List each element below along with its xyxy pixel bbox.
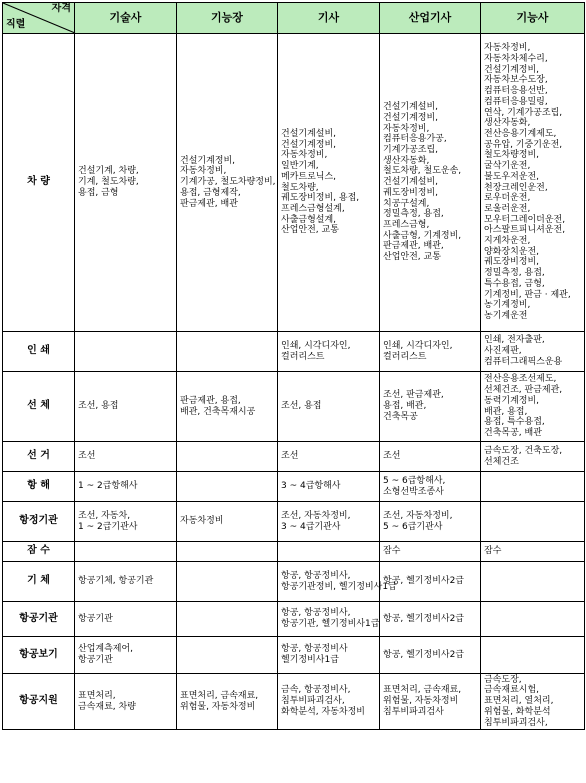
row-header-dock: 선 거: [3, 442, 75, 472]
cell-text-line: 조선: [383, 451, 401, 462]
cell-text-line: 항공기관: [78, 613, 113, 624]
cell-airframe-engineer: [278, 562, 397, 602]
qualification-table: [2, 2, 585, 730]
cell-vessel-engine-master-craftsman: [177, 502, 278, 542]
cell-text-line: 5 ~ 6급기관사: [383, 521, 443, 532]
cell-text-line: 침투비파괴검사,: [281, 696, 345, 707]
cell-text-line: 소형선박조종사: [383, 486, 444, 497]
table-row-avionics: [3, 637, 585, 674]
cell-aviation-support-craftsman: [481, 674, 585, 730]
cell-diving-industrial-engineer: [380, 542, 481, 562]
cell-text-line: 3 ~ 4급항해사: [281, 481, 341, 492]
cell-text-line: 컬러리스트: [383, 351, 427, 362]
cell-text-line: 조선, 판금제관,: [383, 390, 444, 401]
row-header-hull: 선 체: [3, 372, 75, 442]
cell-diving-master-craftsman: [177, 542, 278, 562]
cell-text-line: 금속재료시험,: [484, 685, 540, 696]
cell-navigation-professional-engineer: [75, 472, 177, 502]
table-body: [3, 34, 585, 730]
cell-text-line: 자동차정비,: [484, 43, 531, 54]
cell-text-line: 1 ~ 2급항해사: [78, 481, 138, 492]
cell-text-line: 항공기체, 항공기관: [78, 576, 154, 587]
cell-vehicle-industrial-engineer: [380, 34, 481, 332]
cell-text-line: 용접, 배관,: [383, 401, 427, 412]
table-row-hull: [3, 372, 585, 442]
cell-text-line: 공유압, 기중기운전,: [484, 139, 563, 150]
table-row-aircraft-engine: [3, 602, 585, 637]
cell-text-line: 산업안전, 교통: [383, 252, 441, 263]
cell-text-line: 기계정비, 판금 · 제관,: [484, 289, 571, 300]
row-header-vehicle: 차 량: [3, 34, 75, 332]
cell-text-line: 용접, 금형제작,: [180, 187, 241, 198]
cell-text-line: 일반기계,: [281, 161, 319, 172]
cell-text-line: 조선: [281, 451, 299, 462]
cell-airframe-master-craftsman: [177, 562, 278, 602]
cell-vehicle-craftsman: [481, 34, 585, 332]
cell-text-line: 건설기계설비,: [383, 177, 439, 188]
cell-text-line: 모우터그레이더운전,: [484, 214, 566, 225]
corner-header-cell: [3, 3, 75, 34]
column-header-engineer: 기사: [278, 3, 380, 34]
column-header-craftsman: 기능사: [481, 3, 585, 34]
cell-text-line: 조선, 용접: [78, 401, 119, 412]
cell-text-line: 위험물, 자동차정비: [383, 696, 459, 707]
cell-aircraft-engine-craftsman: [481, 602, 585, 637]
cell-text-line: 잠수: [484, 546, 502, 557]
cell-text-line: 건설기계정비,: [180, 155, 236, 166]
cell-text-line: 컴퓨터그래픽스운용: [484, 356, 563, 367]
column-header-professional-engineer: 기술사: [75, 3, 177, 34]
cell-text-line: 표면처리, 열처리,: [484, 696, 554, 707]
cell-aircraft-engine-professional-engineer: [75, 602, 177, 637]
cell-text-line: 항공, 헬기정비사2급: [383, 613, 465, 624]
cell-text-line: 판금제관, 배관,: [383, 241, 444, 252]
row-header-diving: 잠 수: [3, 542, 75, 562]
cell-aviation-support-engineer: [278, 674, 380, 730]
cell-vehicle-engineer: [278, 34, 380, 332]
cell-diving-craftsman: [481, 542, 585, 562]
cell-text-line: 인쇄, 전자출판,: [484, 335, 545, 346]
row-header-aviation-support: 항공지원: [3, 674, 75, 730]
cell-hull-industrial-engineer: [380, 372, 481, 442]
cell-text-line: 궤도장비정비, 용접,: [281, 193, 360, 204]
cell-navigation-craftsman: [481, 472, 585, 502]
row-header-navigation: 항 해: [3, 472, 75, 502]
cell-text-line: 불도우저운전,: [484, 171, 540, 182]
cell-navigation-engineer: [278, 472, 380, 502]
cell-text-line: 금속도장,: [484, 674, 522, 685]
cell-text-line: 사출금형, 기계정비,: [383, 230, 462, 241]
cell-airframe-professional-engineer: [75, 562, 177, 602]
cell-text-line: 항공, 항공정비사,: [281, 608, 351, 619]
cell-text-line: 헬기정비사1급: [281, 655, 339, 665]
cell-text-line: 인쇄, 시각디자인,: [281, 340, 351, 351]
cell-text-line: 용접, 특수용접,: [484, 417, 545, 428]
cell-text-line: 연삭, 기계가공조립,: [484, 107, 563, 118]
cell-text-line: 화학분석, 자동차정비: [281, 706, 365, 717]
cell-text-line: 컴퓨터응용밀링,: [484, 96, 548, 107]
cell-text-line: 양화장치운전,: [484, 246, 540, 257]
corner-label-series: 직렬: [6, 19, 26, 31]
cell-text-line: 기계, 철도차량,: [78, 177, 139, 188]
cell-text-line: 치공구설계,: [383, 198, 430, 209]
cell-dock-engineer: [278, 442, 380, 472]
cell-hull-master-craftsman: [177, 372, 278, 442]
cell-aviation-support-master-craftsman: [177, 674, 278, 730]
cell-text-line: 전산응용기계제도,: [484, 128, 557, 139]
cell-text-line: 위험물, 화학분석: [484, 706, 551, 717]
cell-text-line: 항공, 항공정비사: [281, 644, 348, 655]
cell-text-line: 위험물, 자동차정비: [180, 701, 256, 712]
cell-text-line: 메카트로닉스,: [281, 171, 337, 182]
column-header-industrial-engineer: 산업기사: [380, 3, 481, 34]
cell-text-line: 선체건조: [484, 456, 519, 467]
cell-text-line: 굴삭기운전,: [484, 161, 531, 172]
cell-avionics-craftsman: [481, 637, 585, 674]
cell-text-line: 용접, 금형: [78, 187, 119, 198]
cell-text-line: 자동차차체수리,: [484, 54, 548, 65]
cell-hull-craftsman: [481, 372, 585, 442]
cell-printing-professional-engineer: [75, 332, 177, 372]
cell-text-line: 농기계운전: [484, 310, 528, 321]
cell-dock-professional-engineer: [75, 442, 177, 472]
cell-aircraft-engine-industrial-engineer: [380, 602, 481, 637]
cell-text-line: 건설기계정비,: [383, 112, 439, 123]
header-row: [3, 3, 585, 34]
cell-avionics-industrial-engineer: [380, 637, 481, 674]
cell-text-line: 항공, 항공정비사,: [281, 570, 351, 581]
cell-text-line: 천장크레인운전,: [484, 182, 548, 193]
cell-navigation-master-craftsman: [177, 472, 278, 502]
cell-text-line: 표면처리, 금속재료,: [180, 690, 259, 701]
cell-text-line: 항공, 헬기정비사2급: [383, 576, 465, 587]
cell-text-line: 지게차운전,: [484, 236, 531, 247]
cell-airframe-craftsman: [481, 562, 585, 602]
cell-text-line: 생산자동화,: [383, 155, 430, 166]
cell-text-line: 5 ~ 6급항해사,: [383, 475, 446, 486]
cell-text-line: 금속도장, 건축도장,: [484, 445, 563, 456]
cell-text-line: 자동차정비: [180, 516, 224, 527]
cell-navigation-industrial-engineer: [380, 472, 481, 502]
cell-avionics-master-craftsman: [177, 637, 278, 674]
cell-vessel-engine-industrial-engineer: [380, 502, 481, 542]
cell-text-line: 프레스금형설계,: [281, 203, 345, 214]
cell-text-line: 철도차량, 철도운송,: [383, 166, 462, 177]
cell-text-line: 건설기계설비,: [383, 102, 439, 113]
cell-vehicle-master-craftsman: [177, 34, 278, 332]
cell-text-line: 판금제관, 용접,: [180, 395, 241, 406]
cell-dock-industrial-engineer: [380, 442, 481, 472]
table-row-printing: [3, 332, 585, 372]
cell-avionics-professional-engineer: [75, 637, 177, 674]
cell-airframe-industrial-engineer: [380, 562, 481, 602]
cell-text-line: 항공, 헬기정비사2급: [383, 649, 465, 660]
cell-text-line: 궤도장비정비,: [484, 257, 540, 268]
cell-text-line: 침투비파괴검사,: [484, 717, 548, 728]
cell-aviation-support-professional-engineer: [75, 674, 177, 730]
cell-text-line: 침투비파괴검사: [383, 706, 444, 717]
cell-text-line: 조선, 자동차정비,: [383, 510, 453, 521]
cell-hull-engineer: [278, 372, 380, 442]
row-header-aircraft-engine: 항공기관: [3, 602, 75, 637]
cell-text-line: 조선, 자동차정비,: [281, 510, 351, 521]
cell-text-line: 프레스금형,: [383, 219, 430, 230]
cell-text-line: 생산자동화,: [484, 118, 531, 129]
cell-hull-professional-engineer: [75, 372, 177, 442]
cell-text-line: 건설기계설비,: [281, 128, 337, 139]
cell-text-line: 아스팔트피니셔운전,: [484, 225, 566, 236]
table-row-aviation-support: [3, 674, 585, 730]
cell-text-line: 로우더운전,: [484, 193, 531, 204]
cell-text-line: 건설기계정비,: [484, 64, 540, 75]
cell-text-line: 선체건조, 판금제관,: [484, 385, 563, 396]
cell-vessel-engine-professional-engineer: [75, 502, 177, 542]
cell-text-line: 산업계측제어,: [78, 644, 134, 655]
cell-text-line: 컴퓨터응용가공,: [383, 134, 447, 145]
cell-text-line: 동력기계정비,: [484, 395, 540, 406]
cell-text-line: 철도차량,: [281, 182, 319, 193]
cell-printing-craftsman: [481, 332, 585, 372]
cell-diving-professional-engineer: [75, 542, 177, 562]
table-row-vehicle: [3, 34, 585, 332]
table-row-diving: [3, 542, 585, 562]
cell-text-line: 정밀측정, 용접,: [484, 268, 545, 279]
cell-text-line: 항공기관정비, 헬기정비사1급: [281, 581, 397, 592]
cell-printing-engineer: [278, 332, 380, 372]
cell-text-line: 조선: [78, 451, 96, 462]
cell-text-line: 인쇄, 시각디자인,: [383, 340, 453, 351]
cell-diving-engineer: [278, 542, 380, 562]
cell-text-line: 건설기계정비,: [281, 139, 337, 150]
cell-text-line: 사진제판,: [484, 346, 522, 357]
table-row-dock: [3, 442, 585, 472]
cell-text-line: 건설기계, 차량,: [78, 166, 139, 177]
cell-vessel-engine-craftsman: [481, 502, 585, 542]
cell-text-line: 정밀측정, 용접,: [383, 209, 444, 220]
cell-text-line: 건축목공: [383, 411, 418, 422]
cell-text-line: 전산응용조선제도,: [484, 374, 557, 385]
cell-text-line: 산업안전, 교통: [281, 225, 339, 236]
cell-text-line: 판금제관, 배관: [180, 198, 238, 209]
cell-text-line: 자동차정비,: [180, 166, 227, 177]
cell-dock-craftsman: [481, 442, 585, 472]
cell-text-line: 조선, 자동차,: [78, 510, 131, 521]
cell-text-line: 잠수: [383, 546, 401, 557]
cell-printing-industrial-engineer: [380, 332, 481, 372]
row-header-printing: 인 쇄: [3, 332, 75, 372]
row-header-vessel-engine: 항정기관: [3, 502, 75, 542]
cell-text-line: 자동차보수도장,: [484, 75, 548, 86]
cell-text-line: 건축목공, 배관: [484, 427, 542, 438]
cell-text-line: 컬러리스트: [281, 351, 325, 362]
cell-text-line: 금속재료, 차량: [78, 701, 136, 712]
cell-text-line: 농기계정비,: [484, 300, 531, 311]
table-row-navigation: [3, 472, 585, 502]
row-header-avionics: 항공보기: [3, 637, 75, 674]
cell-text-line: 항공기관, 헬기정비사1급: [281, 619, 380, 629]
cell-text-line: 컴퓨터응용선반,: [484, 86, 548, 97]
cell-text-line: 배관, 건축목재시공: [180, 406, 256, 417]
cell-text-line: 궤도장비정비,: [383, 187, 439, 198]
cell-aviation-support-industrial-engineer: [380, 674, 481, 730]
cell-printing-master-craftsman: [177, 332, 278, 372]
cell-vehicle-professional-engineer: [75, 34, 177, 332]
cell-vessel-engine-engineer: [278, 502, 380, 542]
column-header-master-craftsman: 기능장: [177, 3, 278, 34]
table-row-airframe: [3, 562, 585, 602]
cell-text-line: 자동차정비,: [383, 123, 430, 134]
cell-text-line: 금속, 항공정비사,: [281, 685, 351, 696]
cell-text-line: 표면처리,: [78, 690, 116, 701]
cell-text-line: 로울러운전,: [484, 203, 531, 214]
cell-dock-master-craftsman: [177, 442, 278, 472]
cell-text-line: 자동차정비,: [281, 150, 328, 161]
cell-aircraft-engine-master-craftsman: [177, 602, 278, 637]
cell-text-line: 1 ~ 2급기관사: [78, 521, 138, 532]
cell-text-line: 표면처리, 금속재료,: [383, 685, 462, 696]
cell-text-line: 조선, 용접: [281, 401, 322, 412]
cell-text-line: 철도차량정비,: [484, 150, 540, 161]
cell-aircraft-engine-engineer: [278, 602, 380, 637]
row-header-airframe: 기 체: [3, 562, 75, 602]
cell-avionics-engineer: [278, 637, 380, 674]
cell-text-line: 기계가공, 철도차량정비,: [180, 177, 276, 188]
cell-text-line: 항공기관: [78, 655, 113, 665]
cell-text-line: 3 ~ 4급기관사: [281, 521, 341, 532]
table-row-vessel-engine: [3, 502, 585, 542]
cell-text-line: 특수용접, 금형,: [484, 278, 545, 289]
corner-label-qualification: 자격: [51, 3, 71, 14]
cell-text-line: 사출금형설계,: [281, 214, 337, 225]
cell-text-line: 기계가공조립,: [383, 145, 439, 156]
cell-text-line: 배관, 용접,: [484, 406, 528, 417]
